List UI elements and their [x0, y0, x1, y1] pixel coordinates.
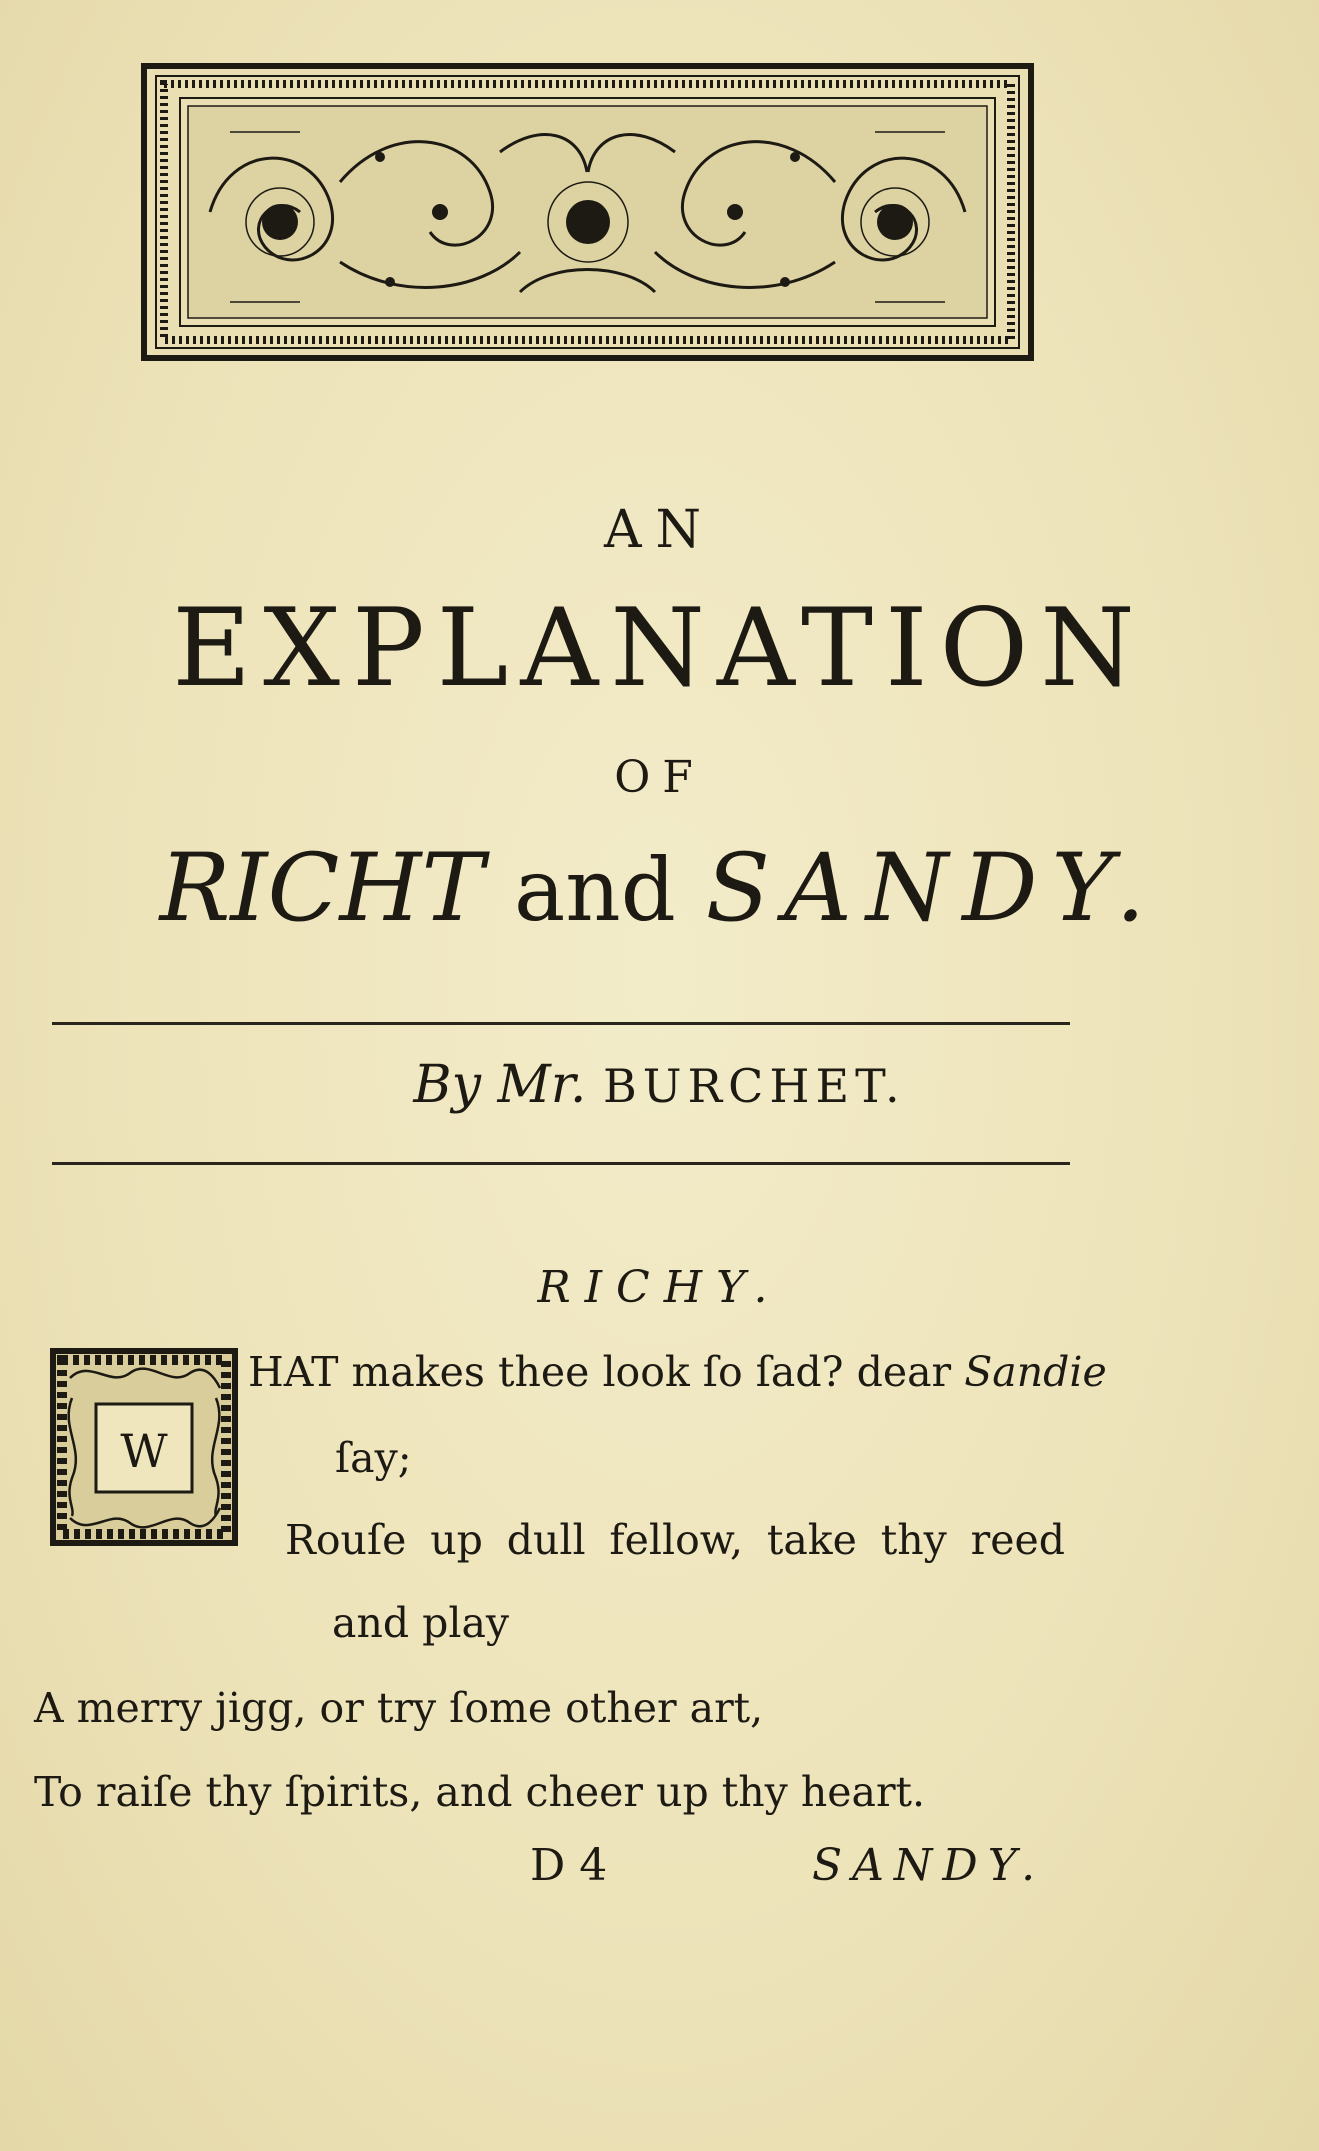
speaker-heading: RICHY.: [537, 1262, 782, 1313]
byline-title: Mr.: [497, 1055, 587, 1115]
verse-line-4: and play: [332, 1599, 510, 1647]
title-article: AN: [603, 500, 716, 560]
verse-line-2: ſay;: [335, 1434, 412, 1482]
title-preposition: OF: [614, 752, 705, 803]
verse-line-1: [248, 1348, 1107, 1396]
verse-line-6: To raiſe thy ſpirits, and cheer up thy heart.: [34, 1768, 926, 1816]
initial-letter: W: [120, 1424, 168, 1478]
title-name-sandy: SANDY.: [705, 834, 1160, 943]
byline: [0, 1055, 1319, 1115]
catchword: SANDY.: [812, 1840, 1046, 1891]
verse-name-sandie: Sandie: [964, 1348, 1107, 1396]
verse-line-1-text: HAT makes thee look ſo ſad? dear: [248, 1348, 952, 1396]
top-rule: [52, 1022, 1070, 1025]
title-conjunction: and: [514, 841, 676, 941]
byline-author: BURCHET.: [602, 1059, 906, 1113]
ornamental-headpiece: [140, 62, 1035, 362]
signature-mark: D 4: [530, 1840, 608, 1891]
byline-prefix: By: [413, 1055, 481, 1115]
title-main: EXPLANATION: [172, 586, 1147, 711]
verse-line-5: A merry jigg, or try ſome other art,: [34, 1684, 764, 1732]
verse-line-3: Rouſe up dull fellow, take thy reed: [285, 1516, 1065, 1564]
bottom-rule: [52, 1162, 1070, 1165]
title-name-richt: RICHT: [159, 834, 485, 943]
title-names: [0, 834, 1319, 943]
